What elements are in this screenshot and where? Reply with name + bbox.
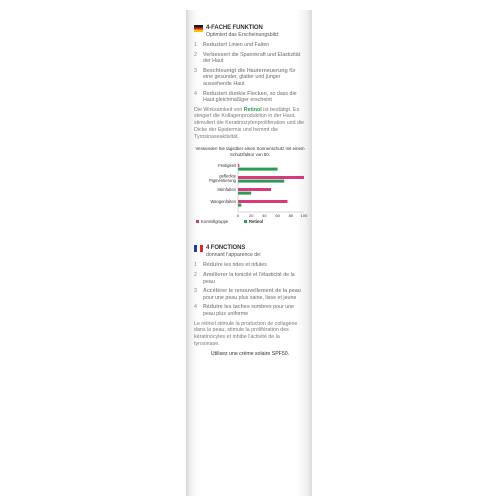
legend-swatch (244, 220, 247, 223)
item-highlight: Reduziert (203, 42, 228, 48)
category-label: Stirnfalten (217, 187, 236, 193)
bar-kontrollgruppe (238, 200, 288, 203)
category-label: gefleckte (219, 173, 236, 179)
x-tick-label: 20 (248, 213, 254, 219)
item-text (203, 68, 306, 88)
item-number: 2 (194, 272, 197, 279)
german-flag-icon (194, 25, 203, 32)
item-highlight: Améliorer (203, 272, 228, 279)
german-item (194, 91, 306, 104)
item-highlight: Accélérer le renouvellement de la peau (203, 288, 302, 295)
bar-retinol (238, 168, 278, 171)
bar-chart-svg (188, 161, 312, 235)
german-paragraph (194, 107, 306, 141)
german-item (194, 68, 306, 88)
item-highlight: Beschleunigt die Hauterneuerung (203, 67, 288, 74)
french-header (194, 244, 306, 252)
item-number: 3 (194, 288, 197, 295)
item-rest: für eine gesünder, glatter und jünger aussehende Haut (203, 67, 296, 87)
legend-swatch (196, 220, 199, 223)
item-rest: , so dass die Haut gleichmäßiger erscheint (203, 90, 297, 104)
category-label: Festigkeit (218, 163, 236, 169)
x-tick-label: 0 (236, 213, 240, 219)
x-tick-label: 100 (300, 213, 308, 219)
item-text (203, 52, 306, 65)
item-number: 3 (194, 67, 197, 74)
french-item (194, 262, 306, 269)
item-rest: la tonicité et l'élasticité de la peau (203, 272, 295, 285)
item-number: 1 (194, 42, 197, 48)
item-rest: die Spannkraft und Elastizität der Haut (203, 51, 301, 65)
german-item (194, 42, 306, 49)
bar-chart (188, 161, 306, 240)
bar-retinol (238, 180, 284, 183)
french-item (194, 304, 306, 317)
german-header (194, 24, 306, 32)
bar-retinol (238, 192, 251, 195)
french-item (194, 272, 306, 285)
item-rest: les rides et ridules (222, 262, 267, 269)
french-title: 4 FONCTIONS (206, 245, 246, 252)
bar-kontrollgruppe (238, 176, 304, 179)
item-highlight: Réduire (203, 262, 223, 269)
french-paragraph: Le rétinol stimule la production de collagène dans la peau, stimule la prolifération des kératinocytes et inhibe l'activité de la tyrosinase. (194, 320, 298, 347)
item-text (203, 262, 267, 269)
panel-content (194, 24, 306, 357)
item-number: 4 (194, 304, 197, 311)
paragraph-end: ist bestätigt. Es steigert die Kollagenproduktion in der Haut, stimuliert die Keratinozytenproliferation und die Dicke der Epidermis und hemmt die Tyrosinaseaktivität. (194, 106, 305, 140)
german-sunscreen-note: Verwenden Sie tagsüber einen Sonnenschutz mit einem Schutzfaktor von 50. (195, 146, 305, 157)
item-text (203, 288, 306, 301)
item-highlight: Verbessert (203, 51, 231, 58)
item-number: 4 (194, 90, 197, 97)
german-subtitle: Optimiert das Erscheinungsbild: (206, 32, 280, 38)
item-text (203, 272, 306, 285)
german-title: 4-FACHE FUNKTION (206, 25, 263, 31)
bar-retinol (238, 204, 241, 207)
package-side-panel (186, 10, 312, 496)
item-number: 1 (194, 262, 197, 269)
x-tick-label: 40 (262, 213, 267, 219)
x-tick-label: 60 (275, 213, 280, 219)
item-rest: sombres pour une peau plus uniforme (203, 304, 294, 318)
x-tick-label: 80 (288, 213, 294, 219)
item-highlight: Réduire les taches (203, 304, 250, 311)
category-label: Pigmentierung (208, 178, 236, 184)
german-item (194, 52, 306, 65)
french-flag-icon (194, 245, 203, 252)
french-subtitle: donnant l'apparence de: (206, 252, 262, 259)
item-text (203, 42, 269, 49)
retinol-word: Retinol (243, 106, 262, 113)
bar-kontrollgruppe (238, 188, 271, 191)
item-number: 2 (194, 51, 197, 58)
french-item (194, 288, 306, 301)
item-text (203, 304, 306, 317)
legend-label: Retinol (249, 219, 264, 225)
paragraph-start: Die Wirksamkeit von (194, 106, 244, 113)
category-label: Wangenfalten (210, 199, 236, 205)
item-rest: Linien und Falten (227, 42, 270, 48)
item-rest: pour une peau plus saine, lisse et jeune (203, 294, 297, 301)
item-text (203, 91, 306, 104)
french-sunscreen-note: Utilisez une crème solaire SPF50. (210, 351, 290, 358)
legend-label: Kontrollgruppe (201, 219, 229, 225)
item-highlight: Reduziert dunkle Flecken (203, 90, 267, 97)
